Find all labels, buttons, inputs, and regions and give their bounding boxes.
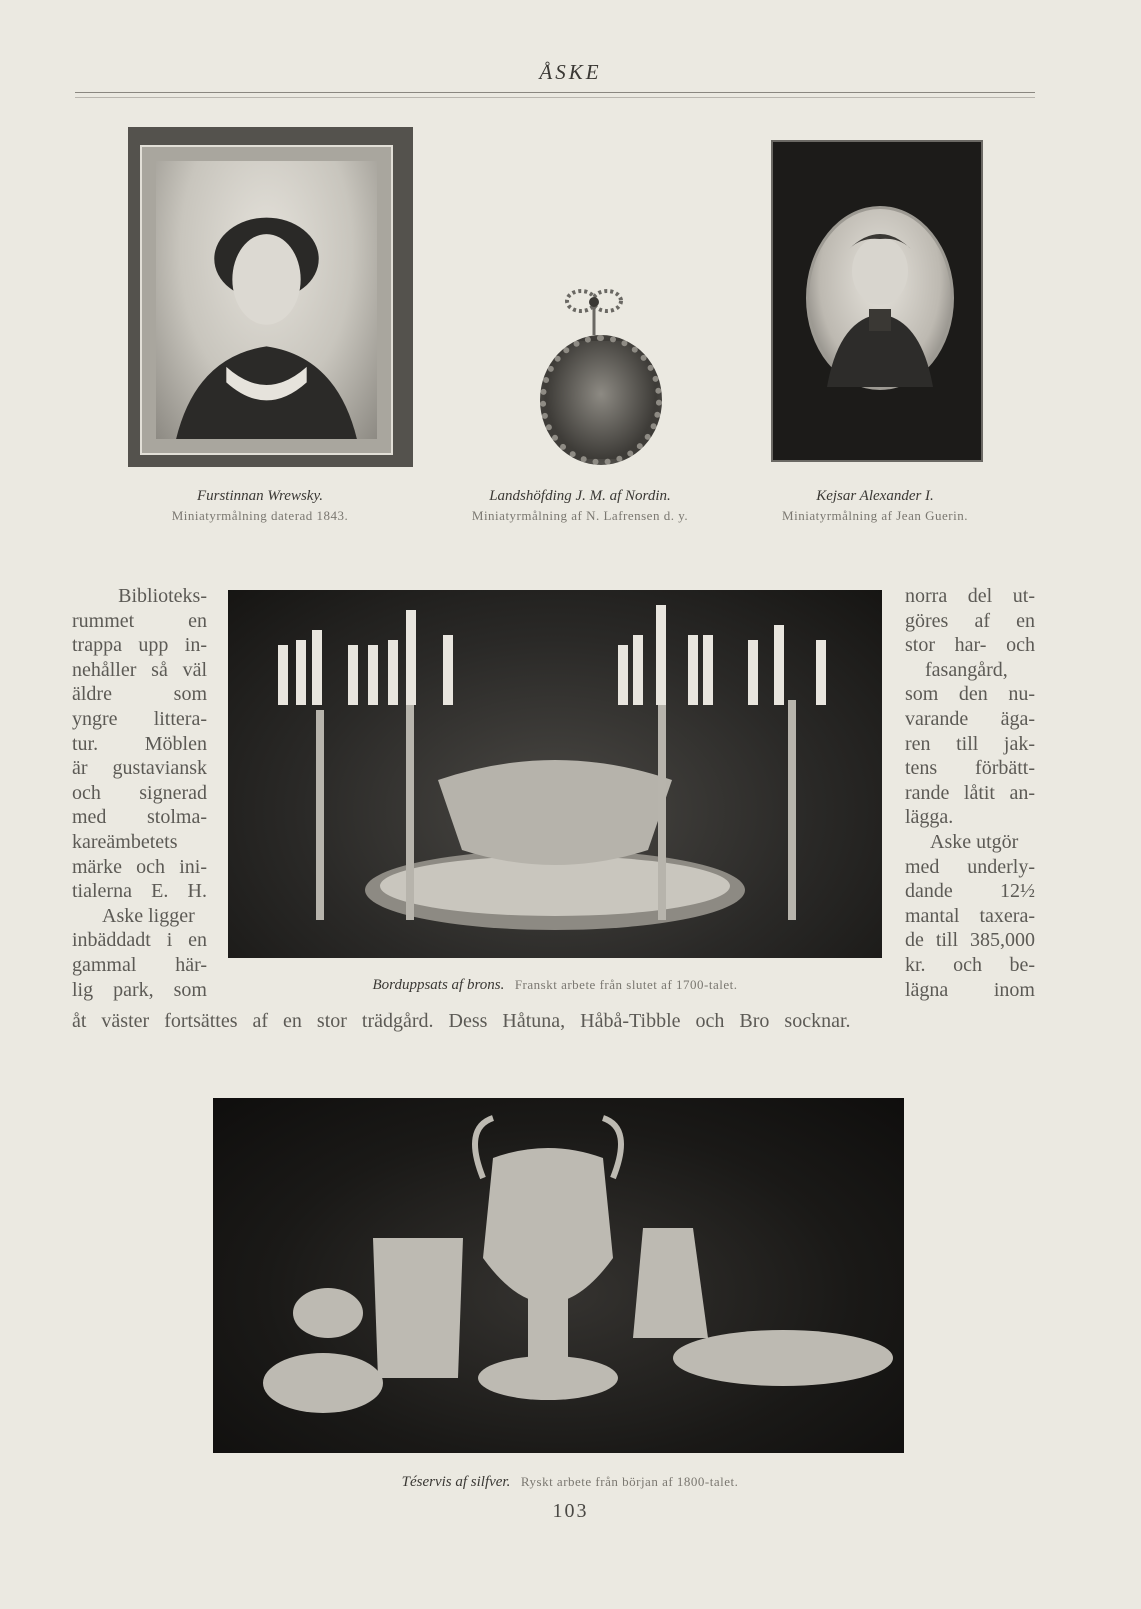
text-line: varande äga- [905, 707, 1035, 730]
text-line: kr. och be- [905, 953, 1035, 976]
caption-subtitle: Miniatyrmålning daterad 1843. [171, 508, 349, 523]
text-line: som den nu- [905, 683, 1035, 706]
caption-title: Furstinnan Wrewsky. [196, 488, 324, 504]
text-line: tur. Möblen [72, 732, 207, 755]
text-line: märke och ini- [72, 855, 207, 878]
tea-service-photo [213, 1098, 904, 1453]
portrait-alexander-image [771, 140, 983, 462]
text-line: är gustaviansk [72, 757, 207, 780]
text-line: tialerna E. H. [72, 880, 207, 903]
pendant-bow-icon [565, 283, 623, 335]
caption-subtitle: Miniatyrmålning af N. Lafrensen d. y. [471, 508, 689, 523]
text-line: dande 12½ [905, 880, 1035, 903]
caption-centerpiece [300, 975, 810, 996]
header-rule-thin [75, 97, 1035, 98]
text-line: lägga. [905, 806, 954, 829]
text-line: tens förbätt- [905, 757, 1035, 780]
text-line: inbäddadt i en [72, 929, 207, 952]
portrait-wrewsky-image [128, 127, 413, 467]
text-line: fasangård, [925, 658, 1008, 681]
caption-nordin [440, 486, 720, 526]
text-line: ren till jak- [905, 732, 1035, 755]
text-line: nehåller så väl [72, 658, 207, 681]
caption-title: Téservis af silfver. [401, 1474, 511, 1490]
text-line: kareämbetets [72, 830, 178, 853]
text-line: göres af en [905, 609, 1035, 632]
text-line: norra del ut- [905, 585, 1035, 607]
text-line: Aske utgör [930, 830, 1019, 853]
text-column-right [905, 584, 1035, 1002]
text-line: yngre littera- [72, 707, 207, 730]
text-line: Aske ligger [102, 904, 195, 927]
text-line: de till 385,000 [905, 929, 1035, 952]
page-number: 103 [552, 1500, 589, 1522]
text-line: Biblioteks- [118, 585, 207, 607]
caption-wrewsky [140, 486, 380, 526]
text-line: stor har- och [905, 634, 1035, 657]
text-column-left [72, 584, 207, 1002]
caption-tea-service [300, 1472, 840, 1493]
centerpiece-photo [228, 590, 882, 958]
header-rule [75, 92, 1035, 93]
caption-title: Borduppsats af brons. [372, 977, 505, 993]
caption-subtitle: Ryskt arbete från början af 1800-talet. [520, 1474, 739, 1489]
text-line: trappa upp in- [72, 634, 207, 657]
caption-subtitle: Franskt arbete från slutet af 1700-talet. [514, 977, 738, 992]
text-line: rummet en [72, 609, 207, 632]
text-line: rande låtit an- [905, 781, 1035, 804]
portrait-nordin-image [540, 335, 662, 465]
text-line: mantal taxera- [905, 904, 1035, 927]
caption-alexander [755, 486, 995, 526]
text-line: lig park, som [72, 978, 207, 1001]
caption-subtitle: Miniatyrmålning af Jean Guerin. [782, 508, 968, 523]
text-line: gammal här- [72, 953, 207, 976]
text-line: lägna inom [905, 978, 1035, 1001]
caption-title: Landshöfding J. M. af Nordin. [489, 488, 671, 504]
text-line: med stolma- [72, 806, 207, 829]
text-line: äldre som [72, 683, 207, 706]
running-header: ÅSKE [539, 60, 602, 84]
text-bottom-line: åt väster fortsättes af en stor trädgård. Dess Håtuna, Håbå-Tibble och Bro socknar. [72, 1010, 851, 1032]
text-line: med underly- [905, 855, 1035, 878]
text-line: och signerad [72, 781, 207, 804]
caption-title: Kejsar Alexander I. [816, 488, 934, 504]
